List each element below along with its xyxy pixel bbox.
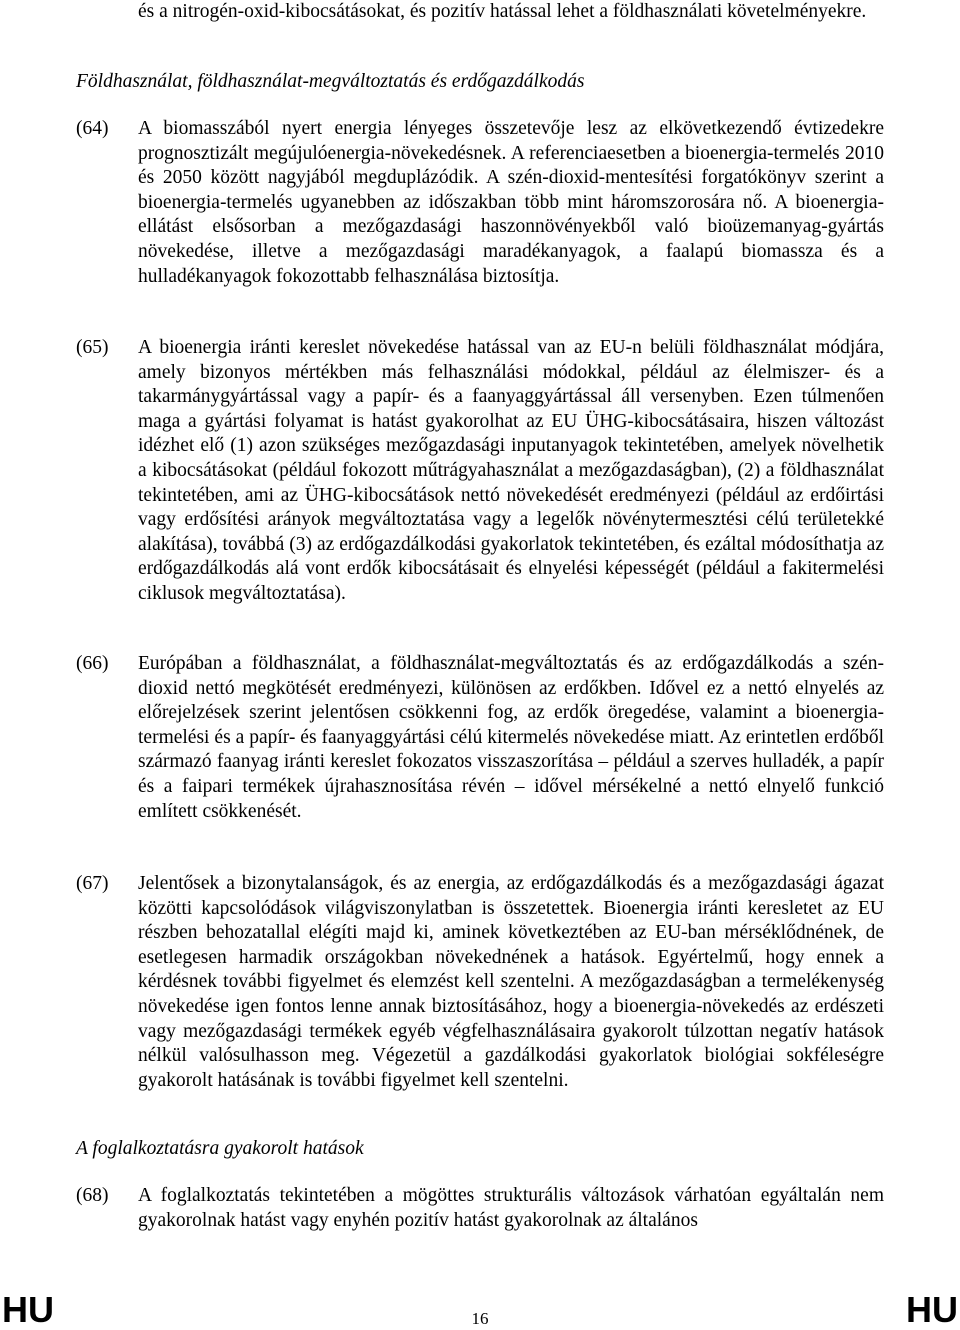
paragraph-64 xyxy=(76,117,884,289)
paragraph-number: (68) xyxy=(76,1185,109,1206)
paragraph-65 xyxy=(76,336,884,607)
paragraph-66 xyxy=(76,652,884,824)
paragraph-text: Jelentősek a bizonytalanságok, és az energia, az erdőgazdálkodás és a mezőgazdasági ágazat közötti kapcsolódások világviszonylatban is összetettek. Bioenergia iránti keresletet az EU részben behozatallal elégíti majd ki, aminek következtében az EU-ban mérséklődnének, de esetlegesen harmadik országokban növekednének a hatások. Egyértelmű, hogy ennek a kérdésnek további figyelmet és elemzést kell szentelni. A mezőgazdaságban a termelékenység növekedése igen fontos lenne annak biztosításához, hogy a bioenergia-növekedés az erdészeti vagy mezőgazdasági termékek egyéb végfelhasználásaira gyakorolt túlzottan negatív hatások nélkül valósulhasson meg. Végezetül a gazdálkodási gyakorlatok biológiai sokféleségre gyakorolt hatásának is további figyelmet kell szentelni. xyxy=(138,873,884,1091)
intro-paragraph: és a nitrogén-oxid-kibocsátásokat, és pozitív hatással lehet a földhasználati követelményekre. xyxy=(138,1,867,22)
paragraph-text: A bioenergia iránti kereslet növekedése hatással van az EU-n belüli földhasználat módjára, amely bizonyos mértékben más felhasználási módokkal, például az élelmiszer- és a takarmánygyártással vagy a papír- és a faanyaggyártással áll versenyben. Ezen túlmenően maga a gyártási folyamat is hatást gyakorolhat az EU ÜHG-kibocsátásaira, hiszen változást idézhet elő (1) azon szükséges mezőgazdasági inputanyagok tekintetében, amelyek növelhetik a kibocsátásokat (például fokozott műtrágyahasználat a mezőgazdaságban), (2) a földhasználat tekintetében, ami az ÜHG-kibocsátások nettó növekedését eredményezi (például az erdőirtási vagy erdősítési arányok megváltoztatása vagy a legelők növénytermesztési célú területekké alakítása), továbbá (3) az erdőgazdálkodási gyakorlatok tekintetében, és ezáltal módosíthatja az erdőgazdálkodás alá vont erdők kibocsátásait és elnyelési képességét (például a fakitermelési ciklusok megváltoztatása). xyxy=(138,337,884,604)
page-number: 16 xyxy=(471,1309,489,1328)
paragraph-number: (67) xyxy=(76,873,109,894)
footer-language-code-left: HU xyxy=(2,1289,54,1330)
paragraph-67 xyxy=(76,872,884,1093)
paragraph-number: (64) xyxy=(76,118,109,139)
paragraph-number: (66) xyxy=(76,653,109,674)
paragraph-text: A biomasszából nyert energia lényeges összetevője lesz az elkövetkezendő évtizedekre prognosztizált megújulóenergia-növekedésnek. A referenciaesetben a bioenergia-termelés 2010 és 2050 között nagyjából megduplázódik. A szén-dioxid-mentesítési forgatókönyv szerint a bioenergia-termelés ugyanebben az időszakban több mint háromszorosára nő. A bioenergia-ellátást elsősorban a mezőgazdasági haszonnövényekből való bioüzemanyag-gyártás növekedése, illetve a mezőgazdasági maradékanyagok, a faalapú biomassza és a hulladékanyagok fokozottabb felhasználása biztosítja. xyxy=(138,118,884,287)
paragraph-68 xyxy=(76,1184,884,1233)
footer-language-code-right: HU xyxy=(906,1289,958,1330)
section-heading-land-use: Földhasználat, földhasználat-megváltoztatás és erdőgazdálkodás xyxy=(76,71,585,92)
paragraph-number: (65) xyxy=(76,337,109,358)
section-heading-employment: A foglalkoztatásra gyakorolt hatások xyxy=(76,1138,364,1159)
paragraph-text: Európában a földhasználat, a földhasználat-megváltoztatás és az erdőgazdálkodás a szén-dioxid nettó megkötését eredményezi, különösen az erdőkben. Idővel ez a nettó elnyelés az előrejelzések szerint jelentősen csökkenni fog, az erdők öregedése, valamint a bioenergia-termelési és a papír- és faanyaggyártási célú kitermelés növekedése miatt. Az erintetlen erdőből származó faanyag iránti kereslet fokozatos visszaszorítása – például a szerves hulladék, a papír és a faipari termékek újrahasznosítása révén – idővel mérsékelné a nettó elnyelő funkció említett csökkenését. xyxy=(138,653,884,822)
paragraph-text: A foglalkoztatás tekintetében a mögöttes strukturális változások várhatóan egyáltalán nem gyakorolnak hatást vagy enyhén pozitív hatást gyakorolnak az általános xyxy=(138,1185,884,1231)
